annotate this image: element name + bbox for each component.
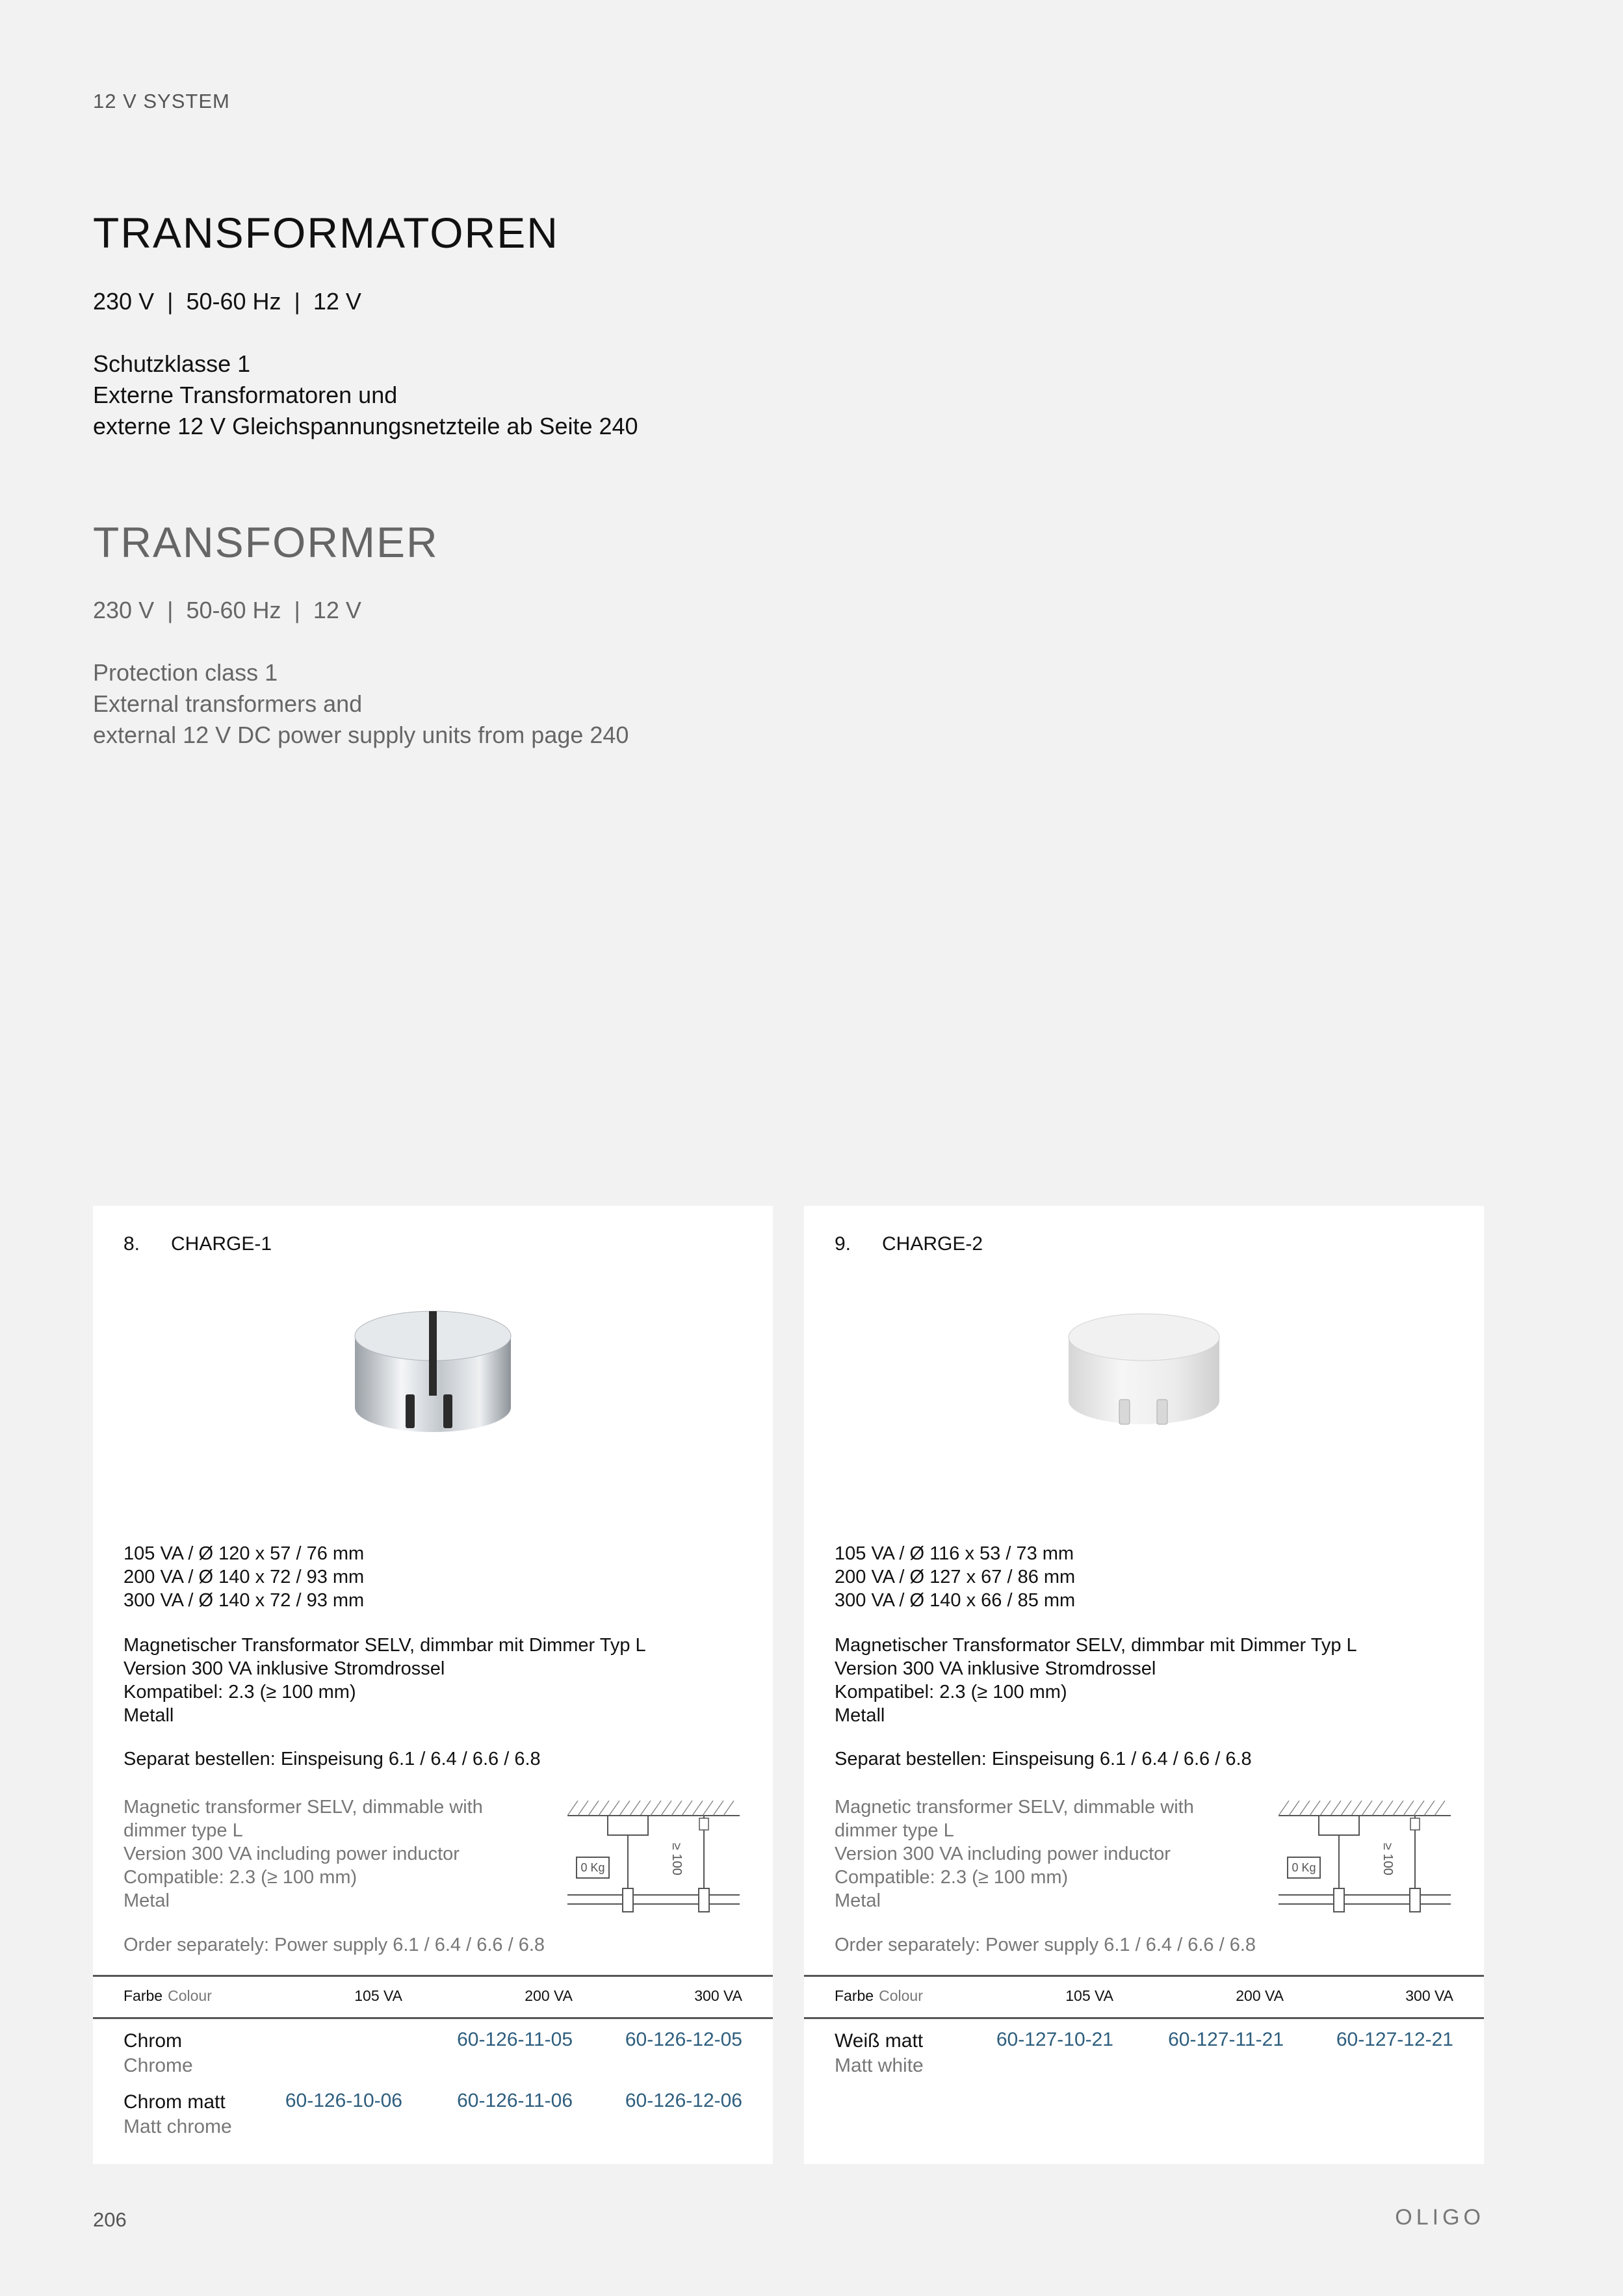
article-number: 60-126-12-06 [625, 2090, 742, 2111]
description-line: Magnetic transformer SELV, dimmable with [123, 1797, 483, 1818]
description-line: Compatible: 2.3 (≥ 100 mm) [835, 1867, 1069, 1888]
order-note-german: Separat bestellen: Einspeisung 6.1 / 6.4 / 6.6 / 6.8 [835, 1749, 1252, 1769]
header-colour: Colour [879, 1987, 923, 2004]
header-colour: Colour [168, 1987, 212, 2004]
mounting-diagram [1279, 1797, 1454, 1921]
product-number: 8. [123, 1233, 140, 1255]
description-line: Magnetischer Transformator SELV, dimmbar mit Dimmer Typ L [123, 1635, 646, 1656]
intro-line: Protection class 1 [93, 659, 278, 686]
description-line: Version 300 VA inklusive Stromdrossel [835, 1658, 1156, 1679]
description-line: Kompatibel: 2.3 (≥ 100 mm) [835, 1682, 1067, 1702]
dimensions [835, 1542, 1075, 1612]
description-line: Metall [835, 1705, 885, 1726]
product-image-chrome-transformer [348, 1290, 517, 1453]
table-row-colour [123, 2090, 232, 2139]
colour-german: Chrom matt [123, 2091, 226, 2113]
product-heading [835, 1233, 983, 1255]
diagram-distance-label: ≥ 100 [669, 1843, 684, 1875]
description-line: Version 300 VA including power inductor [835, 1844, 1171, 1864]
intro-line: external 12 V DC power supply units from page 240 [93, 722, 629, 748]
article-number: 60-126-11-06 [457, 2090, 573, 2111]
description-german [123, 1634, 646, 1727]
product-name: CHARGE-1 [171, 1233, 272, 1255]
title-english: TRANSFORMER [93, 518, 439, 566]
product-heading [123, 1233, 272, 1255]
description-line: Magnetischer Transformator SELV, dimmbar mit Dimmer Typ L [835, 1635, 1357, 1656]
intro-line: External transformers and [93, 690, 363, 717]
description-english [835, 1795, 1251, 1912]
spec-german: 230 V | 50-60 Hz | 12 V [93, 288, 361, 315]
article-number: 60-126-12-05 [625, 2029, 742, 2050]
product-image-white-transformer [1059, 1290, 1228, 1453]
table-header-105: 105 VA [1065, 1987, 1113, 2004]
title-german: TRANSFORMATOREN [93, 209, 559, 257]
description-line: Version 300 VA inklusive Stromdrossel [123, 1658, 445, 1679]
section-label: 12 V SYSTEM [93, 90, 230, 112]
product-card-charge-2 [804, 1206, 1484, 2164]
header-farbe: Farbe [123, 1987, 163, 2004]
description-line: Version 300 VA including power inductor [123, 1844, 460, 1864]
article-number: 60-127-11-21 [1168, 2029, 1284, 2050]
dimension-line: 200 VA / Ø 140 x 72 / 93 mm [123, 1567, 365, 1587]
brand-logo: OLIGO [1395, 2205, 1485, 2230]
dimension-line: 105 VA / Ø 120 x 57 / 76 mm [123, 1543, 365, 1564]
spec-english: 230 V | 50-60 Hz | 12 V [93, 597, 361, 623]
article-number: 60-126-10-06 [285, 2090, 402, 2111]
colour-english: Chrome [123, 2055, 193, 2076]
table-header-colour [123, 1987, 212, 2005]
description-line: Compatible: 2.3 (≥ 100 mm) [123, 1867, 357, 1888]
order-note-english: Order separately: Power supply 6.1 / 6.4 / 6.6 / 6.8 [835, 1935, 1256, 1955]
colour-german: Weiß matt [835, 2030, 924, 2052]
description-line: dimmer type L [835, 1820, 954, 1841]
table-row-colour [835, 2029, 924, 2078]
table-divider [93, 2017, 773, 2019]
dimension-line: 200 VA / Ø 127 x 67 / 86 mm [835, 1567, 1076, 1587]
table-header-200: 200 VA [1236, 1987, 1284, 2004]
table-divider [804, 2017, 1484, 2019]
diagram-weight-label: 0 Kg [580, 1861, 605, 1874]
dimension-line: 300 VA / Ø 140 x 72 / 93 mm [123, 1590, 365, 1611]
intro-line: Schutzklasse 1 [93, 350, 251, 377]
description-line: Magnetic transformer SELV, dimmable with [835, 1797, 1194, 1818]
description-line: Metal [123, 1890, 170, 1911]
order-note-german: Separat bestellen: Einspeisung 6.1 / 6.4 / 6.6 / 6.8 [123, 1749, 541, 1769]
description-line: Metall [123, 1705, 174, 1726]
table-header-300: 300 VA [1405, 1987, 1453, 2004]
page-number: 206 [93, 2208, 127, 2231]
table-row-colour [123, 2029, 193, 2078]
intro-line: externe 12 V Gleichspannungsnetzteile ab Seite 240 [93, 413, 638, 439]
article-number: 60-127-10-21 [996, 2029, 1113, 2050]
product-number: 9. [835, 1233, 851, 1255]
colour-english: Matt chrome [123, 2116, 232, 2137]
colour-english: Matt white [835, 2055, 924, 2076]
description-english [123, 1795, 539, 1912]
article-number: 60-127-12-21 [1336, 2029, 1453, 2050]
article-number: 60-126-11-05 [457, 2029, 573, 2050]
table-divider [93, 1975, 773, 1977]
description-line: Metal [835, 1890, 881, 1911]
diagram-weight-label: 0 Kg [1292, 1861, 1316, 1874]
intro-line: Externe Transformatoren und [93, 382, 398, 408]
diagram-distance-label: ≥ 100 [1381, 1843, 1395, 1875]
dimension-line: 300 VA / Ø 140 x 66 / 85 mm [835, 1590, 1076, 1611]
intro-german [93, 348, 638, 442]
dimension-line: 105 VA / Ø 116 x 53 / 73 mm [835, 1543, 1074, 1564]
intro-english [93, 657, 629, 751]
table-header-105: 105 VA [354, 1987, 402, 2004]
table-header-200: 200 VA [525, 1987, 573, 2004]
table-header-colour [835, 1987, 923, 2005]
header-farbe: Farbe [835, 1987, 874, 2004]
product-card-charge-1 [93, 1206, 773, 2164]
description-german [835, 1634, 1357, 1727]
table-header-300: 300 VA [694, 1987, 742, 2004]
description-line: Kompatibel: 2.3 (≥ 100 mm) [123, 1682, 356, 1702]
colour-german: Chrom [123, 2030, 183, 2052]
table-divider [804, 1975, 1484, 1977]
dimensions [123, 1542, 364, 1612]
mounting-diagram [567, 1797, 743, 1921]
description-line: dimmer type L [123, 1820, 243, 1841]
product-name: CHARGE-2 [882, 1233, 983, 1255]
order-note-english: Order separately: Power supply 6.1 / 6.4 / 6.6 / 6.8 [123, 1935, 545, 1955]
